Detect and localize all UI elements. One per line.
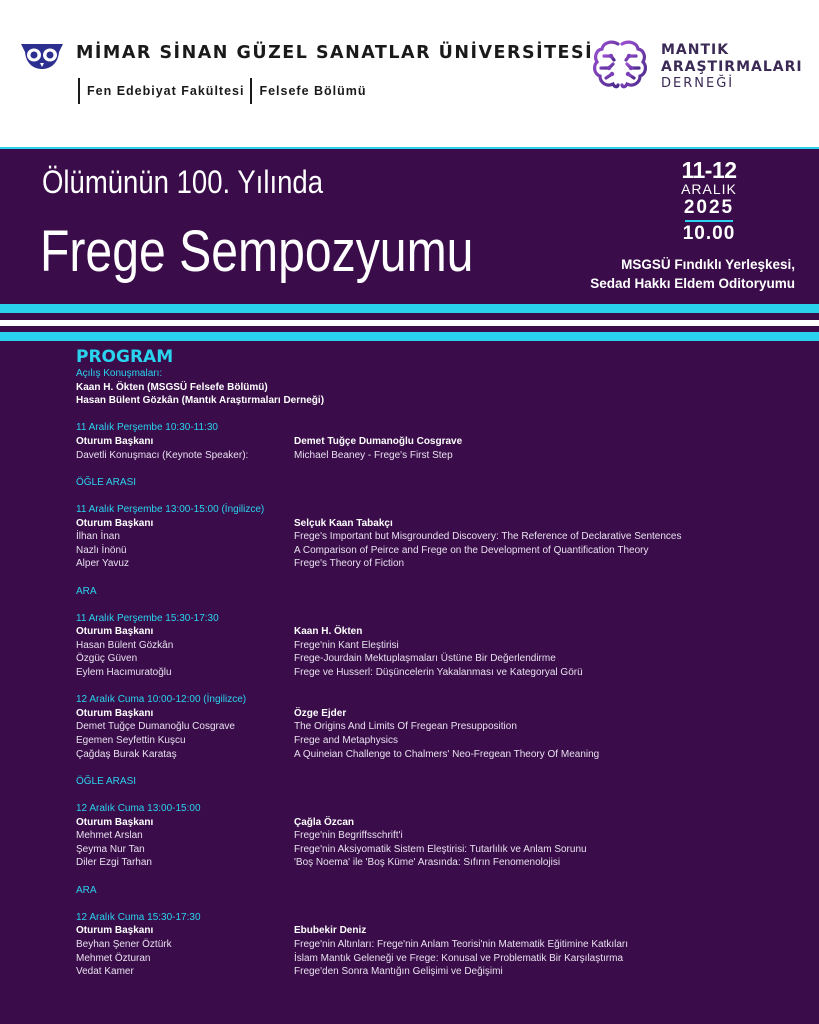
speaker-name: Mehmet Özturan xyxy=(76,952,151,964)
session-time: 12 Aralık Cuma 10:00-12:00 (İngilizce) xyxy=(76,694,247,706)
date-divider xyxy=(685,220,733,222)
talk-title: Frege'nin Begriffsschrift'i xyxy=(294,830,403,842)
session-time: 12 Aralık Cuma 15:30-17:30 xyxy=(76,911,201,923)
university-name: MİMAR SİNAN GÜZEL SANATLAR ÜNİVERSİTESİ xyxy=(76,43,594,63)
talk-row xyxy=(76,938,776,952)
talk-row xyxy=(76,544,776,558)
break-label: ARA xyxy=(76,585,97,597)
session-time: 11 Aralık Perşembe 10:30-11:30 xyxy=(76,422,218,434)
brain-logo-icon xyxy=(591,38,649,92)
break-label: ÖĞLE ARASI xyxy=(76,775,137,787)
chair-name: Çağla Özcan xyxy=(294,816,355,828)
chair-name: Kaan H. Ökten xyxy=(294,626,363,638)
talk-row xyxy=(76,557,776,571)
session-chair-row xyxy=(76,924,776,938)
talk-title: Frege and Metaphysics xyxy=(294,735,398,747)
talk-title: Frege'nin Altınları: Frege'nin Anlam Teorisi'nin Matematik Eğitimine Katkıları xyxy=(294,938,629,950)
talk-title: A Comparison of Peirce and Frege on the Development of Quantification Theory xyxy=(294,544,649,556)
event-days: 11-12 xyxy=(681,157,737,183)
venue-line1: MSGSÜ Fındıklı Yerleşkesi, xyxy=(621,257,795,272)
association-line2: ARAŞTIRMALARI xyxy=(661,59,803,75)
decorative-stripe xyxy=(0,332,819,341)
talk-title: Frege's Important but Misgrounded Discovery: The Reference of Declarative Sentences xyxy=(294,531,682,543)
talk-row xyxy=(76,734,776,748)
program-heading: PROGRAM xyxy=(76,347,174,367)
talk-title: A Quineian Challenge to Chalmers' Neo-Fregean Theory Of Meaning xyxy=(294,748,600,760)
chair-name: Özge Ejder xyxy=(294,707,347,719)
faculty-name: Fen Edebiyat Fakültesi xyxy=(87,84,245,98)
header xyxy=(0,0,819,147)
decorative-stripe xyxy=(0,304,819,313)
chair-label: Oturum Başkanı xyxy=(76,517,154,529)
talk-row xyxy=(76,652,776,666)
decorative-stripe xyxy=(0,313,819,320)
opening-speaker: Kaan H. Ökten (MSGSÜ Felsefe Bölümü) xyxy=(76,381,268,393)
chair-name: Ebubekir Deniz xyxy=(294,925,367,937)
talk-title: Frege-Jourdain Mektuplaşmaları Üstüne Bir Değerlendirme xyxy=(294,653,556,665)
speaker-name: Eylem Hacımuratoğlu xyxy=(76,667,172,679)
chair-name: Demet Tuğçe Dumanoğlu Cosgrave xyxy=(294,435,463,447)
talk-row xyxy=(76,720,776,734)
venue-line2: Sedad Hakkı Eldem Oditoryumu xyxy=(590,276,795,291)
talk-row xyxy=(76,965,776,979)
event-year: 2025 xyxy=(683,197,735,218)
opening-speaker: Hasan Bülent Gözkân (Mantık Araştırmaları Derneği) xyxy=(76,395,325,407)
chair-label: Oturum Başkanı xyxy=(76,626,154,638)
event-title: Frege Sempozyumu xyxy=(40,219,474,284)
event-time: 10.00 xyxy=(682,223,736,244)
department-name: Felsefe Bölümü xyxy=(259,84,367,98)
session-time: 11 Aralık Perşembe 13:00-15:00 (İngilizce) xyxy=(76,503,265,515)
speaker-name: Özgüç Güven xyxy=(76,653,138,665)
speaker-name: Egemen Seyfettin Kuşcu xyxy=(76,735,186,747)
speaker-name: Nazlı İnönü xyxy=(76,544,127,556)
chair-label: Oturum Başkanı xyxy=(76,816,154,828)
talk-title: Frege's Theory of Fiction xyxy=(294,558,405,570)
talk-title: Frege ve Husserl: Düşüncelerin Yakalanması ve Kategoryal Görü xyxy=(294,667,583,679)
talk-row xyxy=(76,952,776,966)
speaker-name: Davetli Konuşmacı (Keynote Speaker): xyxy=(76,449,249,461)
talk-title: Frege'nin Kant Eleştirisi xyxy=(294,639,399,651)
event-month: ARALIK xyxy=(681,181,737,197)
session-chair-row xyxy=(76,625,776,639)
talk-row xyxy=(76,639,776,653)
talk-row xyxy=(76,530,776,544)
opening-label: Açılış Konuşmaları: xyxy=(76,368,163,379)
speaker-name: Çağdaş Burak Karataş xyxy=(76,748,177,760)
session-time: 12 Aralık Cuma 13:00-15:00 xyxy=(76,803,201,814)
talk-row xyxy=(76,856,776,870)
speaker-name: Beyhan Şener Öztürk xyxy=(76,938,172,950)
chair-label: Oturum Başkanı xyxy=(76,435,154,447)
chair-label: Oturum Başkanı xyxy=(76,707,154,719)
session-chair-row xyxy=(76,816,776,830)
session-chair-row xyxy=(76,707,776,721)
talk-title: Frege'nin Aksiyomatik Sistem Eleştirisi: Tutarlılık ve Anlam Sorunu xyxy=(294,843,587,855)
chair-name: Selçuk Kaan Tabakçı xyxy=(294,517,393,529)
speaker-name: İlhan İnan xyxy=(76,531,120,543)
speaker-name: Demet Tuğçe Dumanoğlu Cosgrave xyxy=(76,721,235,733)
talk-row xyxy=(76,843,776,857)
speaker-name: Diler Ezgi Tarhan xyxy=(76,857,152,869)
talk-title: Michael Beaney - Frege's First Step xyxy=(294,449,453,461)
talk-row xyxy=(76,666,776,680)
speaker-name: Alper Yavuz xyxy=(76,558,129,570)
speaker-name: Vedat Kamer xyxy=(76,966,134,978)
association-line3: DERNEĞİ xyxy=(661,76,735,91)
session-time: 11 Aralık Perşembe 15:30-17:30 xyxy=(76,612,219,624)
event-subtitle: Ölümünün 100. Yılında xyxy=(42,164,324,200)
chair-label: Oturum Başkanı xyxy=(76,925,154,937)
talk-title: Frege'den Sonra Mantığın Gelişimi ve Değişimi xyxy=(294,966,503,978)
header-divider-stripe xyxy=(0,147,819,149)
break-label: ÖĞLE ARASI xyxy=(76,476,137,488)
faculty-row xyxy=(78,78,373,104)
msgsu-owl-logo-icon xyxy=(20,42,64,70)
event-venue xyxy=(590,255,795,293)
talk-title: The Origins And Limits Of Fregean Presupposition xyxy=(294,721,517,733)
talk-title: İslam Mantık Geleneği ve Frege: Konusal ve Problematik Bir Karşılaştırma xyxy=(294,952,624,964)
program-schedule xyxy=(76,347,776,979)
session-chair-row xyxy=(76,517,776,531)
talk-title: 'Boş Noema' ile 'Boş Küme' Arasında: Sıfırın Fenomenolojisi xyxy=(294,857,561,869)
talk-row xyxy=(76,449,776,463)
speaker-name: Mehmet Arslan xyxy=(76,830,143,842)
speaker-name: Hasan Bülent Gözkân xyxy=(76,639,174,651)
speaker-name: Şeyma Nur Tan xyxy=(76,843,145,855)
event-date-block xyxy=(664,158,754,244)
break-label: ARA xyxy=(76,884,97,896)
association-line1: MANTIK xyxy=(661,42,730,58)
association-name xyxy=(661,42,803,92)
talk-row xyxy=(76,829,776,843)
talk-row xyxy=(76,748,776,762)
session-chair-row xyxy=(76,435,776,449)
